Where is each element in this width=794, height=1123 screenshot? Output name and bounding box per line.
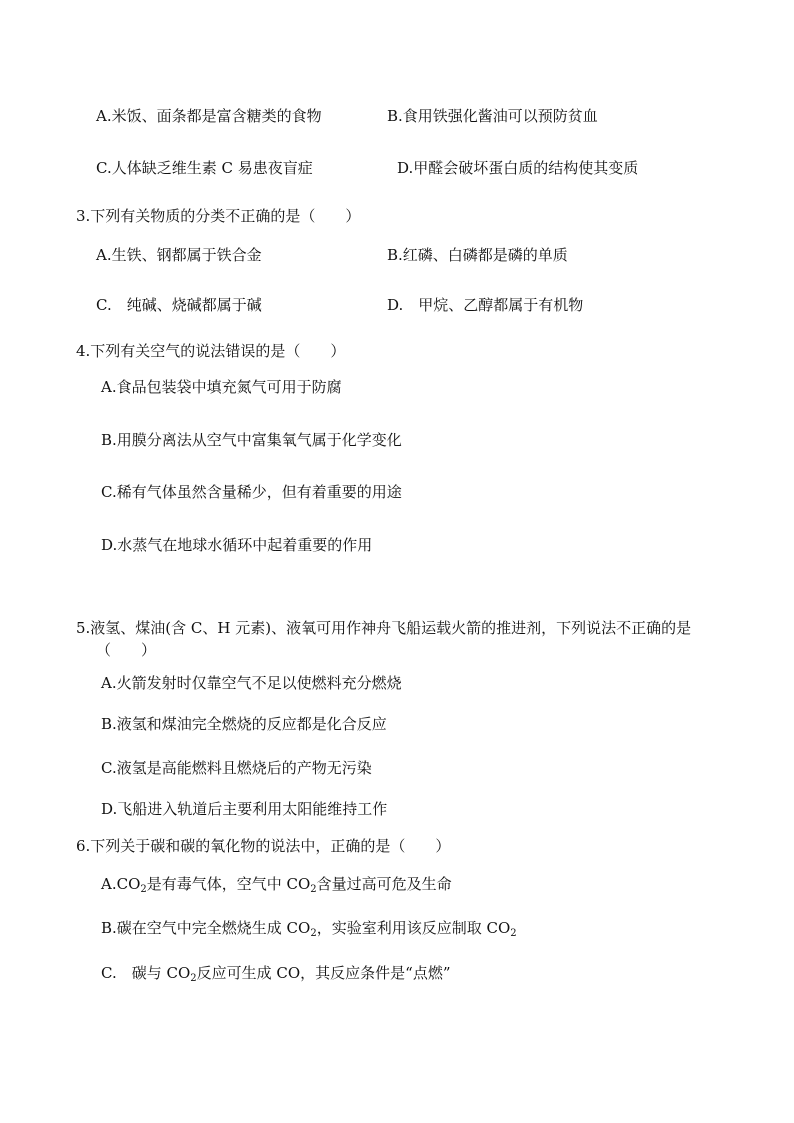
q2-option-d: D.甲醛会破坏蛋白质的结构使其变质 [397,159,639,177]
q5-stem: 5.液氢、煤油(含 C、H 元素)、液氧可用作神舟飞船运载火箭的推进剂，下列说法不正确的是 [76,619,692,637]
q3-option-c: C. 纯碱、烧碱都属于碱 [96,296,262,314]
q4-option-d: D.水蒸气在地球水循环中起着重要的作用 [101,536,373,554]
q6-b-text-1: B.碳在空气中完全燃烧生成 CO [101,919,311,937]
q2-option-a: A.米饭、面条都是富含糖类的食物 [96,107,322,125]
q6-option-c [101,963,451,983]
q3-option-d: D. 甲烷、乙醇都属于有机物 [387,296,584,314]
q5-option-b: B.液氢和煤油完全燃烧的反应都是化合反应 [101,715,387,733]
q6-a-text-2: 是有毒气体，空气中 CO [146,875,311,893]
q5-option-a: A.火箭发射时仅靠空气不足以使燃料充分燃烧 [101,674,402,692]
q2-option-c: C.人体缺乏维生素 C 易患夜盲症 [96,159,313,177]
q6-b-text-2: ，实验室利用该反应制取 CO [316,919,511,937]
q5-option-c: C.液氢是高能燃料且燃烧后的产物无污染 [101,759,372,777]
subscript-2: 2 [310,884,317,895]
subscript-2: 2 [310,928,317,939]
q6-option-a [101,874,452,894]
q6-option-b [101,918,517,938]
q6-c-text-1: C. 碳与 CO [101,964,191,982]
subscript-2: 2 [190,973,197,984]
q4-option-b: B.用膜分离法从空气中富集氧气属于化学变化 [101,431,402,449]
q3-option-b: B.红磷、白磷都是磷的单质 [387,246,568,264]
q4-option-a: A.食品包装袋中填充氮气可用于防腐 [101,378,342,396]
q5-stem-paren: （ ） [96,641,157,659]
q6-a-text-3: 含量过高可危及生命 [316,875,452,893]
q3-stem: 3.下列有关物质的分类不正确的是（ ） [76,207,361,225]
subscript-2: 2 [140,884,147,895]
q2-option-b: B.食用铁强化酱油可以预防贫血 [387,107,598,125]
q6-a-text-1: A.CO [101,875,141,893]
q4-option-c: C.稀有气体虽然含量稀少，但有着重要的用途 [101,483,402,501]
subscript-2: 2 [510,928,517,939]
q3-option-a: A.生铁、钢都属于铁合金 [96,246,262,264]
q4-stem: 4.下列有关空气的说法错误的是（ ） [76,342,346,360]
q6-c-text-2: 反应可生成 CO，其反应条件是“点燃” [196,964,451,982]
q5-option-d: D.飞船进入轨道后主要利用太阳能维持工作 [101,800,388,818]
q6-stem: 6.下列关于碳和碳的氧化物的说法中，正确的是（ ） [76,837,451,855]
